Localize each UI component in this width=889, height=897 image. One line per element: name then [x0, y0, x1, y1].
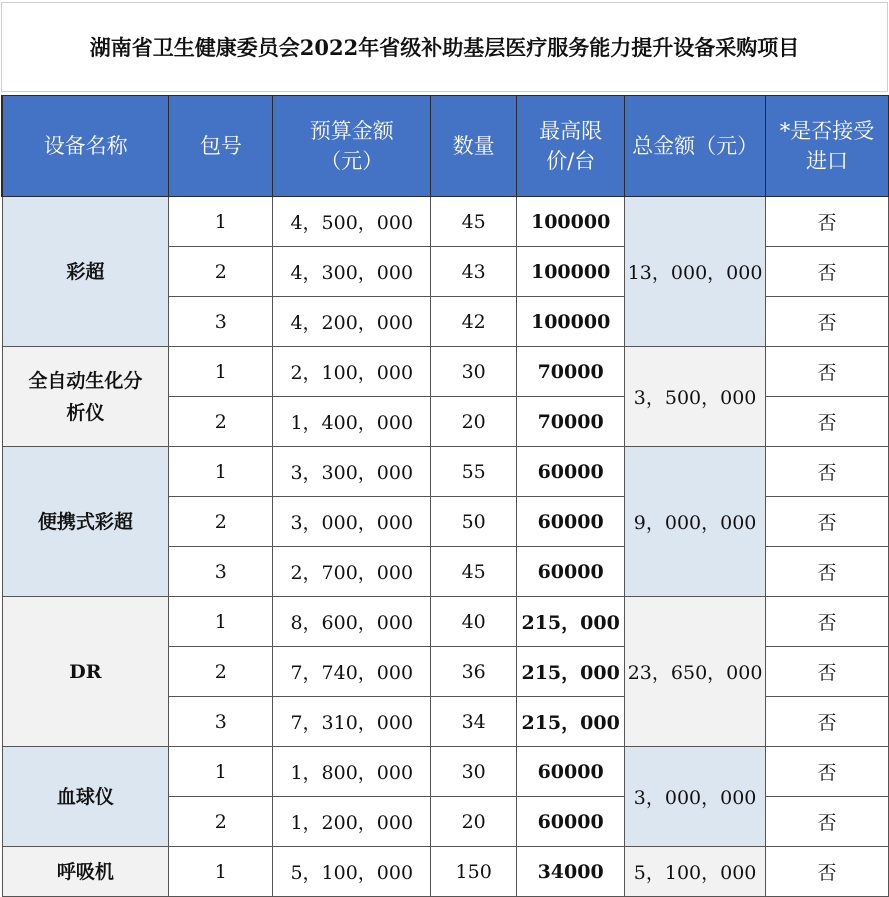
device-name-cell — [2, 847, 169, 897]
budget-cell: 4，200，000 — [273, 297, 431, 347]
table-row — [2, 447, 889, 497]
package-no-cell: 1 — [169, 197, 273, 247]
accept-import-cell: 否 — [766, 647, 889, 697]
device-name-cell — [2, 347, 169, 447]
max-price-cell: 70000 — [517, 347, 625, 397]
accept-import-cell: 否 — [766, 797, 889, 847]
package-no-cell: 1 — [169, 447, 273, 497]
budget-cell: 1，200，000 — [273, 797, 431, 847]
device-name-line1: 呼吸机 — [56, 860, 114, 883]
device-name-cell — [2, 747, 169, 847]
package-no-cell: 3 — [169, 547, 273, 597]
accept-import-cell: 否 — [766, 347, 889, 397]
package-no-cell: 3 — [169, 697, 273, 747]
device-name-line1: 血球仪 — [56, 785, 114, 808]
accept-import-cell: 否 — [766, 297, 889, 347]
header-import-line1: *是否接受 — [779, 119, 875, 143]
table-row — [2, 597, 889, 647]
accept-import-cell: 否 — [766, 597, 889, 647]
accept-import-cell: 否 — [766, 497, 889, 547]
quantity-cell: 30 — [431, 747, 517, 797]
max-price-cell: 60000 — [517, 497, 625, 547]
accept-import-cell: 否 — [766, 697, 889, 747]
table-row — [2, 197, 889, 247]
device-name-line1: 全自动生化分 — [28, 369, 143, 392]
max-price-cell: 60000 — [517, 547, 625, 597]
device-name-line2: 析仪 — [66, 401, 105, 424]
package-no-cell: 3 — [169, 297, 273, 347]
package-no-cell: 1 — [169, 847, 273, 897]
package-no-cell: 1 — [169, 597, 273, 647]
budget-cell: 2，700，000 — [273, 547, 431, 597]
quantity-cell: 34 — [431, 697, 517, 747]
total-amount-cell: 3，500，000 — [625, 347, 766, 447]
header-package-no: 包号 — [169, 96, 273, 197]
quantity-cell: 36 — [431, 647, 517, 697]
max-price-cell: 60000 — [517, 797, 625, 847]
total-amount-cell: 3，000，000 — [625, 747, 766, 847]
budget-cell: 2，100，000 — [273, 347, 431, 397]
budget-cell: 7，740，000 — [273, 647, 431, 697]
total-amount-cell: 9，000，000 — [625, 447, 766, 597]
package-no-cell: 2 — [169, 247, 273, 297]
max-price-cell: 100000 — [517, 297, 625, 347]
accept-import-cell: 否 — [766, 847, 889, 897]
quantity-cell: 40 — [431, 597, 517, 647]
budget-cell: 1，400，000 — [273, 397, 431, 447]
procurement-table — [1, 95, 889, 897]
budget-cell: 4，500，000 — [273, 197, 431, 247]
max-price-cell: 60000 — [517, 747, 625, 797]
budget-cell: 8，600，000 — [273, 597, 431, 647]
budget-cell: 3，300，000 — [273, 447, 431, 497]
page-title: 湖南省卫生健康委员会2022年省级补助基层医疗服务能力提升设备采购项目 — [1, 2, 888, 92]
table-row — [2, 747, 889, 797]
package-no-cell: 1 — [169, 347, 273, 397]
accept-import-cell: 否 — [766, 397, 889, 447]
device-name-line1: DR — [69, 660, 102, 683]
header-budget — [273, 96, 431, 197]
quantity-cell: 150 — [431, 847, 517, 897]
package-no-cell: 1 — [169, 747, 273, 797]
header-max-price-line2: 价/台 — [546, 149, 596, 173]
device-name-line1: 便携式彩超 — [37, 510, 133, 533]
header-quantity: 数量 — [431, 96, 517, 197]
table-row — [2, 847, 889, 897]
package-no-cell: 2 — [169, 647, 273, 697]
header-budget-line1: 预算金额 — [309, 119, 394, 143]
budget-cell: 4，300，000 — [273, 247, 431, 297]
quantity-cell: 20 — [431, 397, 517, 447]
table-body — [2, 197, 889, 897]
max-price-cell: 100000 — [517, 247, 625, 297]
accept-import-cell: 否 — [766, 747, 889, 797]
package-no-cell: 2 — [169, 497, 273, 547]
header-total-amount: 总金额（元） — [625, 96, 766, 197]
accept-import-cell: 否 — [766, 197, 889, 247]
max-price-cell: 70000 — [517, 397, 625, 447]
max-price-cell: 215，000 — [517, 647, 625, 697]
max-price-cell: 34000 — [517, 847, 625, 897]
header-row — [2, 96, 889, 197]
budget-cell: 7，310，000 — [273, 697, 431, 747]
total-amount-cell: 13，000，000 — [625, 197, 766, 347]
max-price-cell: 100000 — [517, 197, 625, 247]
budget-cell: 3，000，000 — [273, 497, 431, 547]
budget-cell: 5，100，000 — [273, 847, 431, 897]
package-no-cell: 2 — [169, 797, 273, 847]
header-max-price-line1: 最高限 — [539, 119, 603, 143]
device-name-line1: 彩超 — [66, 260, 105, 283]
accept-import-cell: 否 — [766, 247, 889, 297]
accept-import-cell: 否 — [766, 547, 889, 597]
device-name-cell — [2, 197, 169, 347]
device-name-cell — [2, 447, 169, 597]
header-import-line2: 进口 — [806, 149, 849, 173]
quantity-cell: 43 — [431, 247, 517, 297]
budget-cell: 1，800，000 — [273, 747, 431, 797]
quantity-cell: 50 — [431, 497, 517, 547]
max-price-cell: 60000 — [517, 447, 625, 497]
package-no-cell: 2 — [169, 397, 273, 447]
total-amount-cell: 23，650，000 — [625, 597, 766, 747]
quantity-cell: 30 — [431, 347, 517, 397]
quantity-cell: 45 — [431, 197, 517, 247]
total-amount-cell: 5，100，000 — [625, 847, 766, 897]
table-row — [2, 347, 889, 397]
max-price-cell: 215，000 — [517, 697, 625, 747]
header-max-price — [517, 96, 625, 197]
accept-import-cell: 否 — [766, 447, 889, 497]
quantity-cell: 20 — [431, 797, 517, 847]
device-name-cell — [2, 597, 169, 747]
quantity-cell: 55 — [431, 447, 517, 497]
header-accept-import — [766, 96, 889, 197]
header-device-name: 设备名称 — [2, 96, 169, 197]
quantity-cell: 42 — [431, 297, 517, 347]
header-budget-line2: （元） — [320, 149, 384, 173]
max-price-cell: 215，000 — [517, 597, 625, 647]
quantity-cell: 45 — [431, 547, 517, 597]
